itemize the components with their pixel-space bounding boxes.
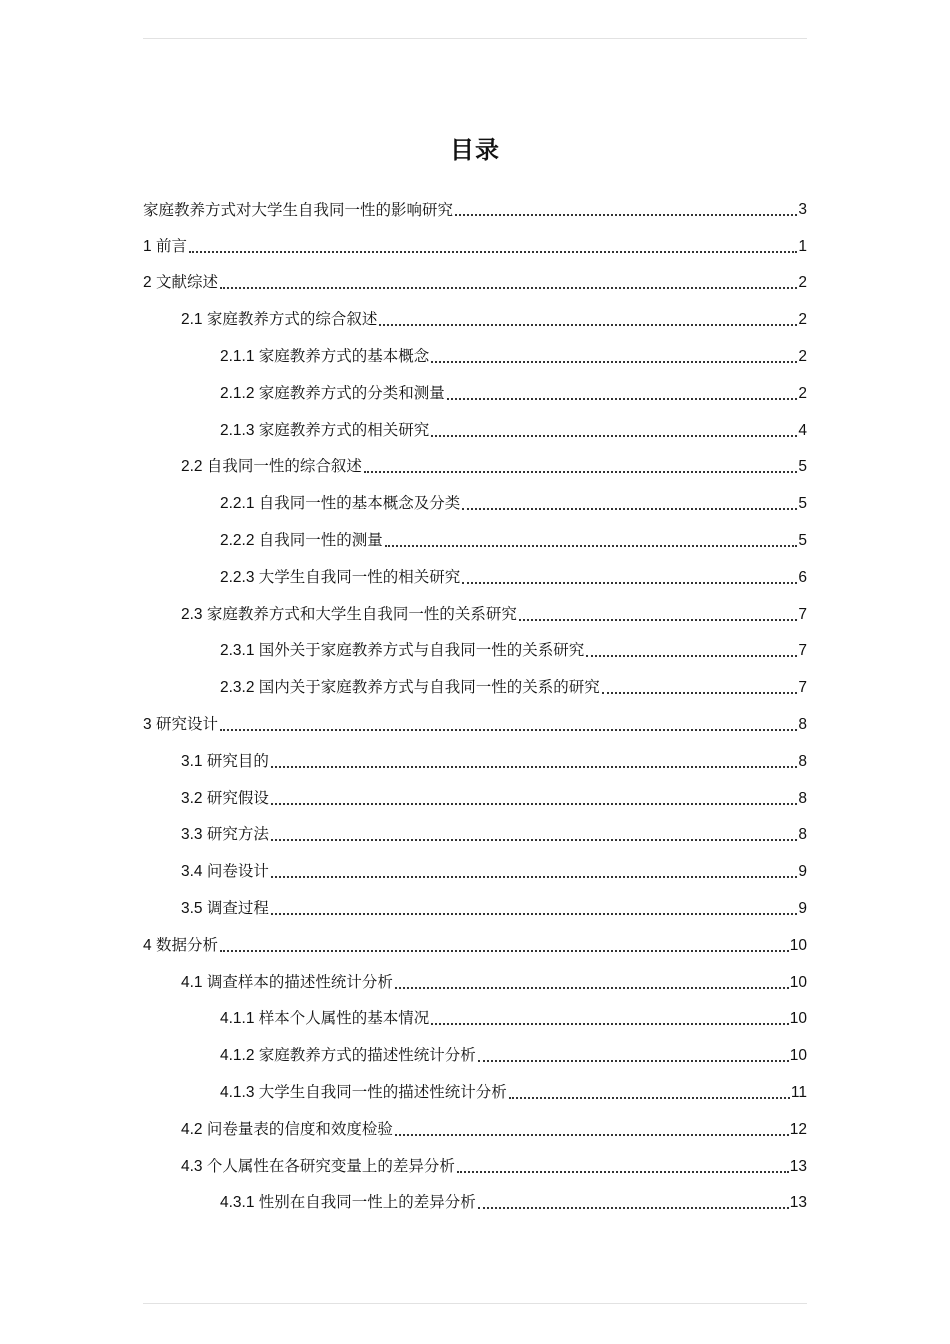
toc-entry-label: 自我同一性的综合叙述 [206,457,362,476]
toc-entry-page-number: 2 [798,347,807,365]
toc-entry[interactable] [143,1034,807,1071]
toc-entry-page-number: 5 [798,458,807,476]
toc-entry-label: 前言 [155,236,187,255]
toc-entry[interactable] [143,1071,807,1108]
toc-entry-title [181,308,377,331]
toc-entry-number: 4.2 [181,1120,207,1138]
toc-entry-title [143,934,218,957]
toc-entry-title [220,382,445,405]
toc-entry-number: 3.5 [181,899,207,917]
toc-entry-page-number: 10 [789,973,807,991]
toc-entry-number: 2.2.1 [220,495,259,513]
toc-entry-label: 国内关于家庭教养方式与自我同一性的关系的研究 [258,678,600,697]
toc-entry-page-number: 8 [798,715,807,733]
toc-entry-number: 2.1 [181,311,207,329]
page-title: 目录 [450,136,500,164]
toc-entry-number: 3.2 [181,789,207,807]
toc-entry-label: 家庭教养方式的相关研究 [258,420,430,439]
toc-entry-number: 2.3 [181,605,207,623]
toc-entry-label: 文献综述 [155,273,218,292]
toc-entry-page-number: 2 [798,384,807,402]
toc-entry-title [181,860,269,883]
toc-entry-number: 4 [143,936,156,954]
toc-entry-number: 4.1.1 [220,1010,259,1028]
toc-entry-number: 1 [143,237,156,255]
dot-leader [364,471,798,473]
toc-entry-label: 研究假设 [206,788,269,807]
dot-leader [395,1134,789,1136]
toc-entry-title [143,199,453,221]
toc-entry-number: 3.1 [181,752,207,770]
dot-leader [478,1060,789,1062]
dot-leader [220,729,797,731]
toc-entry[interactable] [143,666,807,703]
toc-entry-title [220,345,429,368]
toc-entry-number: 3.3 [181,826,207,844]
toc-entry-title [220,566,460,589]
toc-entry[interactable] [143,630,807,667]
toc-entry-label: 个人属性在各研究变量上的差异分析 [206,1156,455,1175]
toc-entry-page-number: 7 [798,679,807,697]
toc-entry-number: 4.1.2 [220,1047,259,1065]
toc-entry-title [181,455,362,478]
toc-entry[interactable] [143,703,807,740]
toc-entry-title [143,235,187,258]
toc-entry-page-number: 11 [790,1083,807,1101]
toc-entry-page-number: 5 [798,531,807,549]
toc-entry-label: 大学生自我同一性的相关研究 [258,567,461,586]
dot-leader [189,251,797,253]
toc-entry[interactable] [143,814,807,851]
toc-entry-page-number: 12 [789,1120,807,1138]
toc-entry-label: 调查样本的描述性统计分析 [206,972,393,991]
dot-leader [271,803,798,805]
toc-entry-title [143,713,218,736]
dot-leader [455,214,797,216]
toc-entry-title [181,971,393,994]
toc-entry-title [220,1044,476,1067]
toc-entry-number: 2.1.2 [220,384,259,402]
toc-entry[interactable] [143,1182,807,1219]
toc-entry-label: 家庭教养方式的基本概念 [258,346,430,365]
toc-entry[interactable] [143,961,807,998]
toc-entry-label: 家庭教养方式对大学生自我同一性的影响研究 [143,200,454,219]
toc-entry[interactable] [143,298,807,335]
toc-entry-label: 自我同一性的测量 [258,530,383,549]
toc-entry[interactable] [143,1108,807,1145]
toc-entry[interactable] [143,335,807,372]
toc-entry-page-number: 4 [798,421,807,439]
dot-leader [519,619,798,621]
toc-entry-number: 2 [143,274,156,292]
toc-entry-page-number: 13 [789,1194,807,1212]
toc-entry[interactable] [143,188,807,225]
toc-entry-page-number: 9 [798,863,807,881]
toc-entry-label: 调查过程 [206,898,269,917]
toc-entry-title [220,1081,507,1104]
toc-entry-title [181,787,269,810]
toc-entry-page-number: 1 [798,237,807,255]
toc-entry-title [181,603,517,626]
toc-entry-label: 家庭教养方式的分类和测量 [258,383,445,402]
toc-entry-title [181,823,269,846]
toc-entry[interactable] [143,519,807,556]
toc-entry-title [220,676,600,699]
toc-entry-number: 2.2 [181,458,207,476]
dot-leader [220,950,789,952]
dot-leader [457,1171,789,1173]
table-of-contents [143,188,807,1218]
toc-entry[interactable] [143,593,807,630]
dot-leader [220,287,797,289]
toc-entry[interactable] [143,887,807,924]
dot-leader [462,582,797,584]
toc-entry[interactable] [143,924,807,961]
toc-entry-number: 3.4 [181,863,207,881]
toc-entry-label: 家庭教养方式的综合叙述 [206,310,378,329]
toc-entry-page-number: 2 [798,274,807,292]
dot-leader [431,435,797,437]
toc-entry-title [181,1118,393,1141]
toc-entry-title [220,1191,476,1214]
toc-entry-label: 大学生自我同一性的描述性统计分析 [258,1082,507,1101]
dot-leader [395,987,789,989]
toc-entry-label: 家庭教养方式的描述性统计分析 [258,1046,476,1065]
dot-leader [431,361,797,363]
toc-entry-title [220,639,584,662]
toc-entry-title [143,271,218,294]
dot-leader [385,545,798,547]
toc-entry-number: 2.2.3 [220,568,259,586]
dot-leader [447,398,798,400]
dot-leader [271,766,798,768]
dot-leader [379,324,797,326]
toc-entry-title [220,1007,429,1030]
toc-entry-page-number: 3 [798,200,807,218]
toc-entry-page-number: 8 [798,826,807,844]
toc-entry-label: 国外关于家庭教养方式与自我同一性的关系研究 [258,641,585,660]
toc-entry-number: 4.1.3 [220,1083,259,1101]
dot-leader [602,692,798,694]
page-top-rule [143,38,807,39]
toc-entry-label: 问卷设计 [206,862,269,881]
toc-entry[interactable] [143,262,807,299]
toc-entry-page-number: 10 [789,1010,807,1028]
toc-entry-page-number: 9 [798,899,807,917]
toc-entry[interactable] [143,225,807,262]
toc-entry[interactable] [143,482,807,519]
toc-entry[interactable] [143,1145,807,1182]
toc-entry-title [181,750,269,773]
toc-entry-page-number: 5 [798,495,807,513]
toc-entry-label: 研究设计 [155,714,218,733]
toc-entry-label: 性别在自我同一性上的差异分析 [258,1193,476,1212]
toc-entry-label: 数据分析 [155,935,218,954]
toc-entry-label: 研究方法 [206,825,269,844]
dot-leader [271,839,798,841]
toc-entry-label: 自我同一性的基本概念及分类 [258,494,461,513]
toc-entry[interactable] [143,372,807,409]
dot-leader [478,1207,789,1209]
dot-leader [509,1097,790,1099]
toc-entry-page-number: 6 [798,568,807,586]
dot-leader [586,655,797,657]
toc-entry-page-number: 10 [789,936,807,954]
toc-entry-label: 样本个人属性的基本情况 [258,1009,430,1028]
toc-entry-number: 3 [143,715,156,733]
dot-leader [431,1023,788,1025]
dot-leader [462,508,797,510]
toc-entry-page-number: 8 [798,752,807,770]
toc-entry-page-number: 10 [789,1047,807,1065]
toc-entry-title [181,1155,455,1178]
toc-entry-title [220,492,460,515]
dot-leader [271,876,798,878]
toc-entry-page-number: 7 [798,605,807,623]
toc-entry-page-number: 2 [798,311,807,329]
toc-entry-title [220,419,429,442]
page-bottom-rule [143,1303,807,1304]
toc-entry[interactable] [143,777,807,814]
toc-entry-title [181,897,269,920]
toc-entry-number: 2.3.1 [220,642,259,660]
toc-entry-page-number: 8 [798,789,807,807]
toc-entry[interactable] [143,850,807,887]
toc-entry-number: 2.1.3 [220,421,259,439]
toc-entry[interactable] [143,998,807,1035]
toc-entry-number: 4.3 [181,1157,207,1175]
toc-entry-label: 问卷量表的信度和效度检验 [206,1119,393,1138]
toc-entry[interactable] [143,409,807,446]
toc-entry-number: 2.1.1 [220,347,259,365]
toc-entry[interactable] [143,446,807,483]
toc-entry-label: 家庭教养方式和大学生自我同一性的关系研究 [206,604,517,623]
toc-entry-number: 2.3.2 [220,679,259,697]
toc-entry[interactable] [143,740,807,777]
toc-entry-page-number: 13 [789,1157,807,1175]
toc-entry-label: 研究目的 [206,751,269,770]
toc-entry-title [220,529,383,552]
toc-entry-page-number: 7 [798,642,807,660]
toc-entry-number: 4.3.1 [220,1194,259,1212]
toc-entry[interactable] [143,556,807,593]
toc-entry-number: 2.2.2 [220,531,259,549]
dot-leader [271,913,798,915]
toc-entry-number: 4.1 [181,973,207,991]
